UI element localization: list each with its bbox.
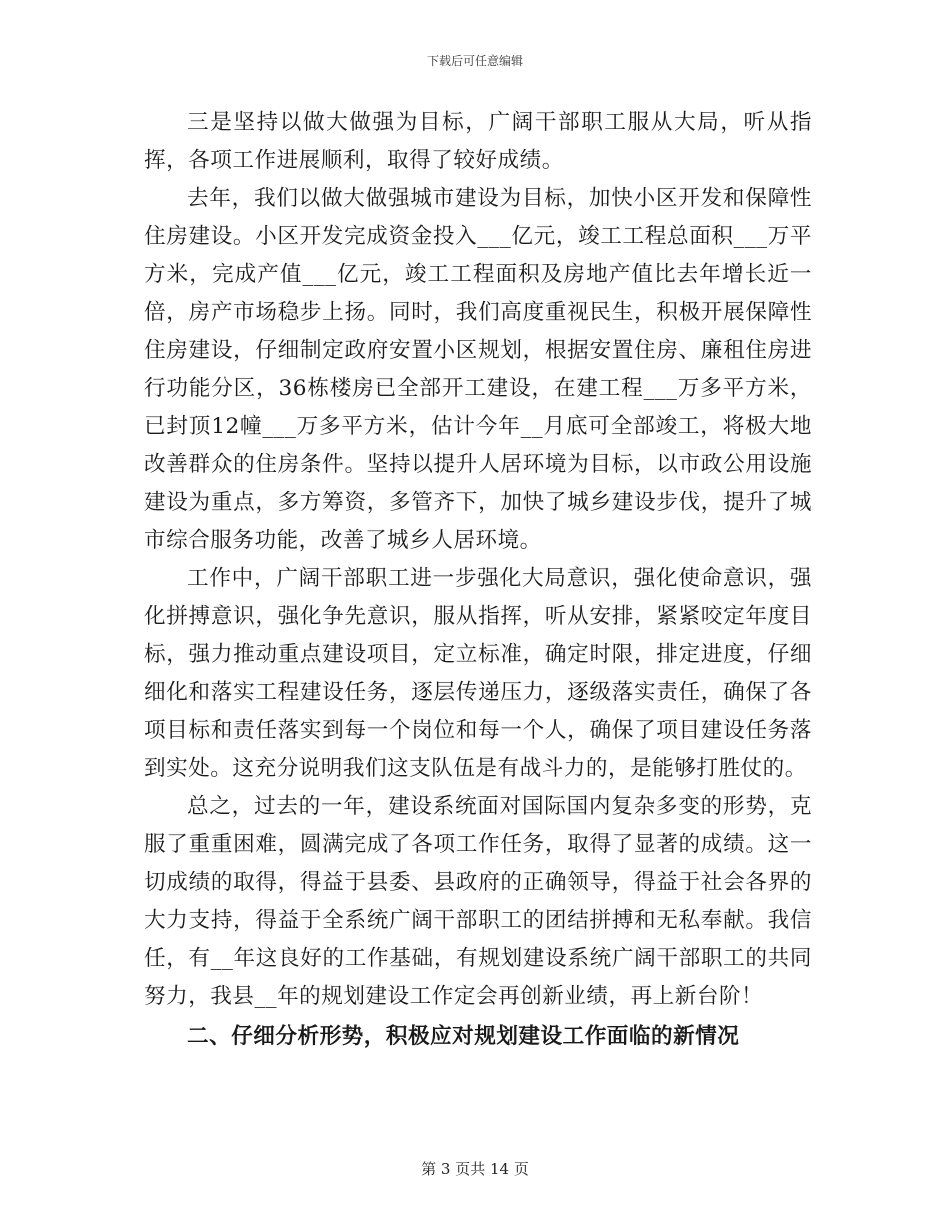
page-header-note: 下载后可任意编辑: [426, 54, 523, 68]
paragraph-1: 三是坚持以做大做强为目标，广阔干部职工服从大局，听从指挥，各项工作进展顺利，取得了较好成绩。: [144, 110, 812, 173]
document-body: [144, 104, 812, 1056]
paragraph-4: 总之，过去的一年，建设系统面对国际国内复杂多变的形势，克服了重重困难，圆满完成了各项工作任务，取得了显著的成绩。这一切成绩的取得，得益于县委、县政府的正确领导，得益于社会各界的大力支持，得益于全系统广阔干部职工的团结拼搏和无私奉献。我信任，有__年这良好的工作基础，有规划建设系统广阔干部职工的共同努力，我县__年的规划建设工作定会再创新业绩，再上新台阶！: [144, 794, 812, 1009]
section-heading: 二、仔细分析形势，积极应对规划建设工作面临的新情况: [187, 1024, 740, 1049]
page-number: 第 3 页共 14 页: [421, 1160, 529, 1178]
paragraph-2: 去年，我们以做大做强城市建设为目标，加快小区开发和保障性住房建设。小区开发完成资金投入___亿元，竣工工程总面积___万平方米，完成产值___亿元，竣工工程面积及房地产值比去年增长近一倍，房产市场稳步上扬。同时，我们高度重视民生，积极开展保障性住房建设，仔细制定政府安置小区规划，根据安置住房、廉租住房进行功能分区，36栋楼房已全部开工建设，在建工程___万多平方米，已封顶12幢___万多平方米，估计今年__月底可全部竣工，将极大地改善群众的住房条件。坚持以提升人居环境为目标，以市政公用设施建设为重点，多方筹资，多管齐下，加快了城乡建设步伐，提升了城市综合服务功能，改善了城乡人居环境。: [144, 186, 812, 553]
paragraph-3: 工作中，广阔干部职工进一步强化大局意识，强化使命意识，强化拼搏意识，强化争先意识，服从指挥，听从安排，紧紧咬定年度目标，强力推动重点建设项目，定立标准，确定时限，排定进度，仔细细化和落实工程建设任务，逐层传递压力，逐级落实责任，确保了各项目标和责任落实到每一个岗位和每一个人，确保了项目建设任务落到实处。这充分说明我们这支队伍是有战斗力的，是能够打胜仗的。: [144, 566, 812, 781]
